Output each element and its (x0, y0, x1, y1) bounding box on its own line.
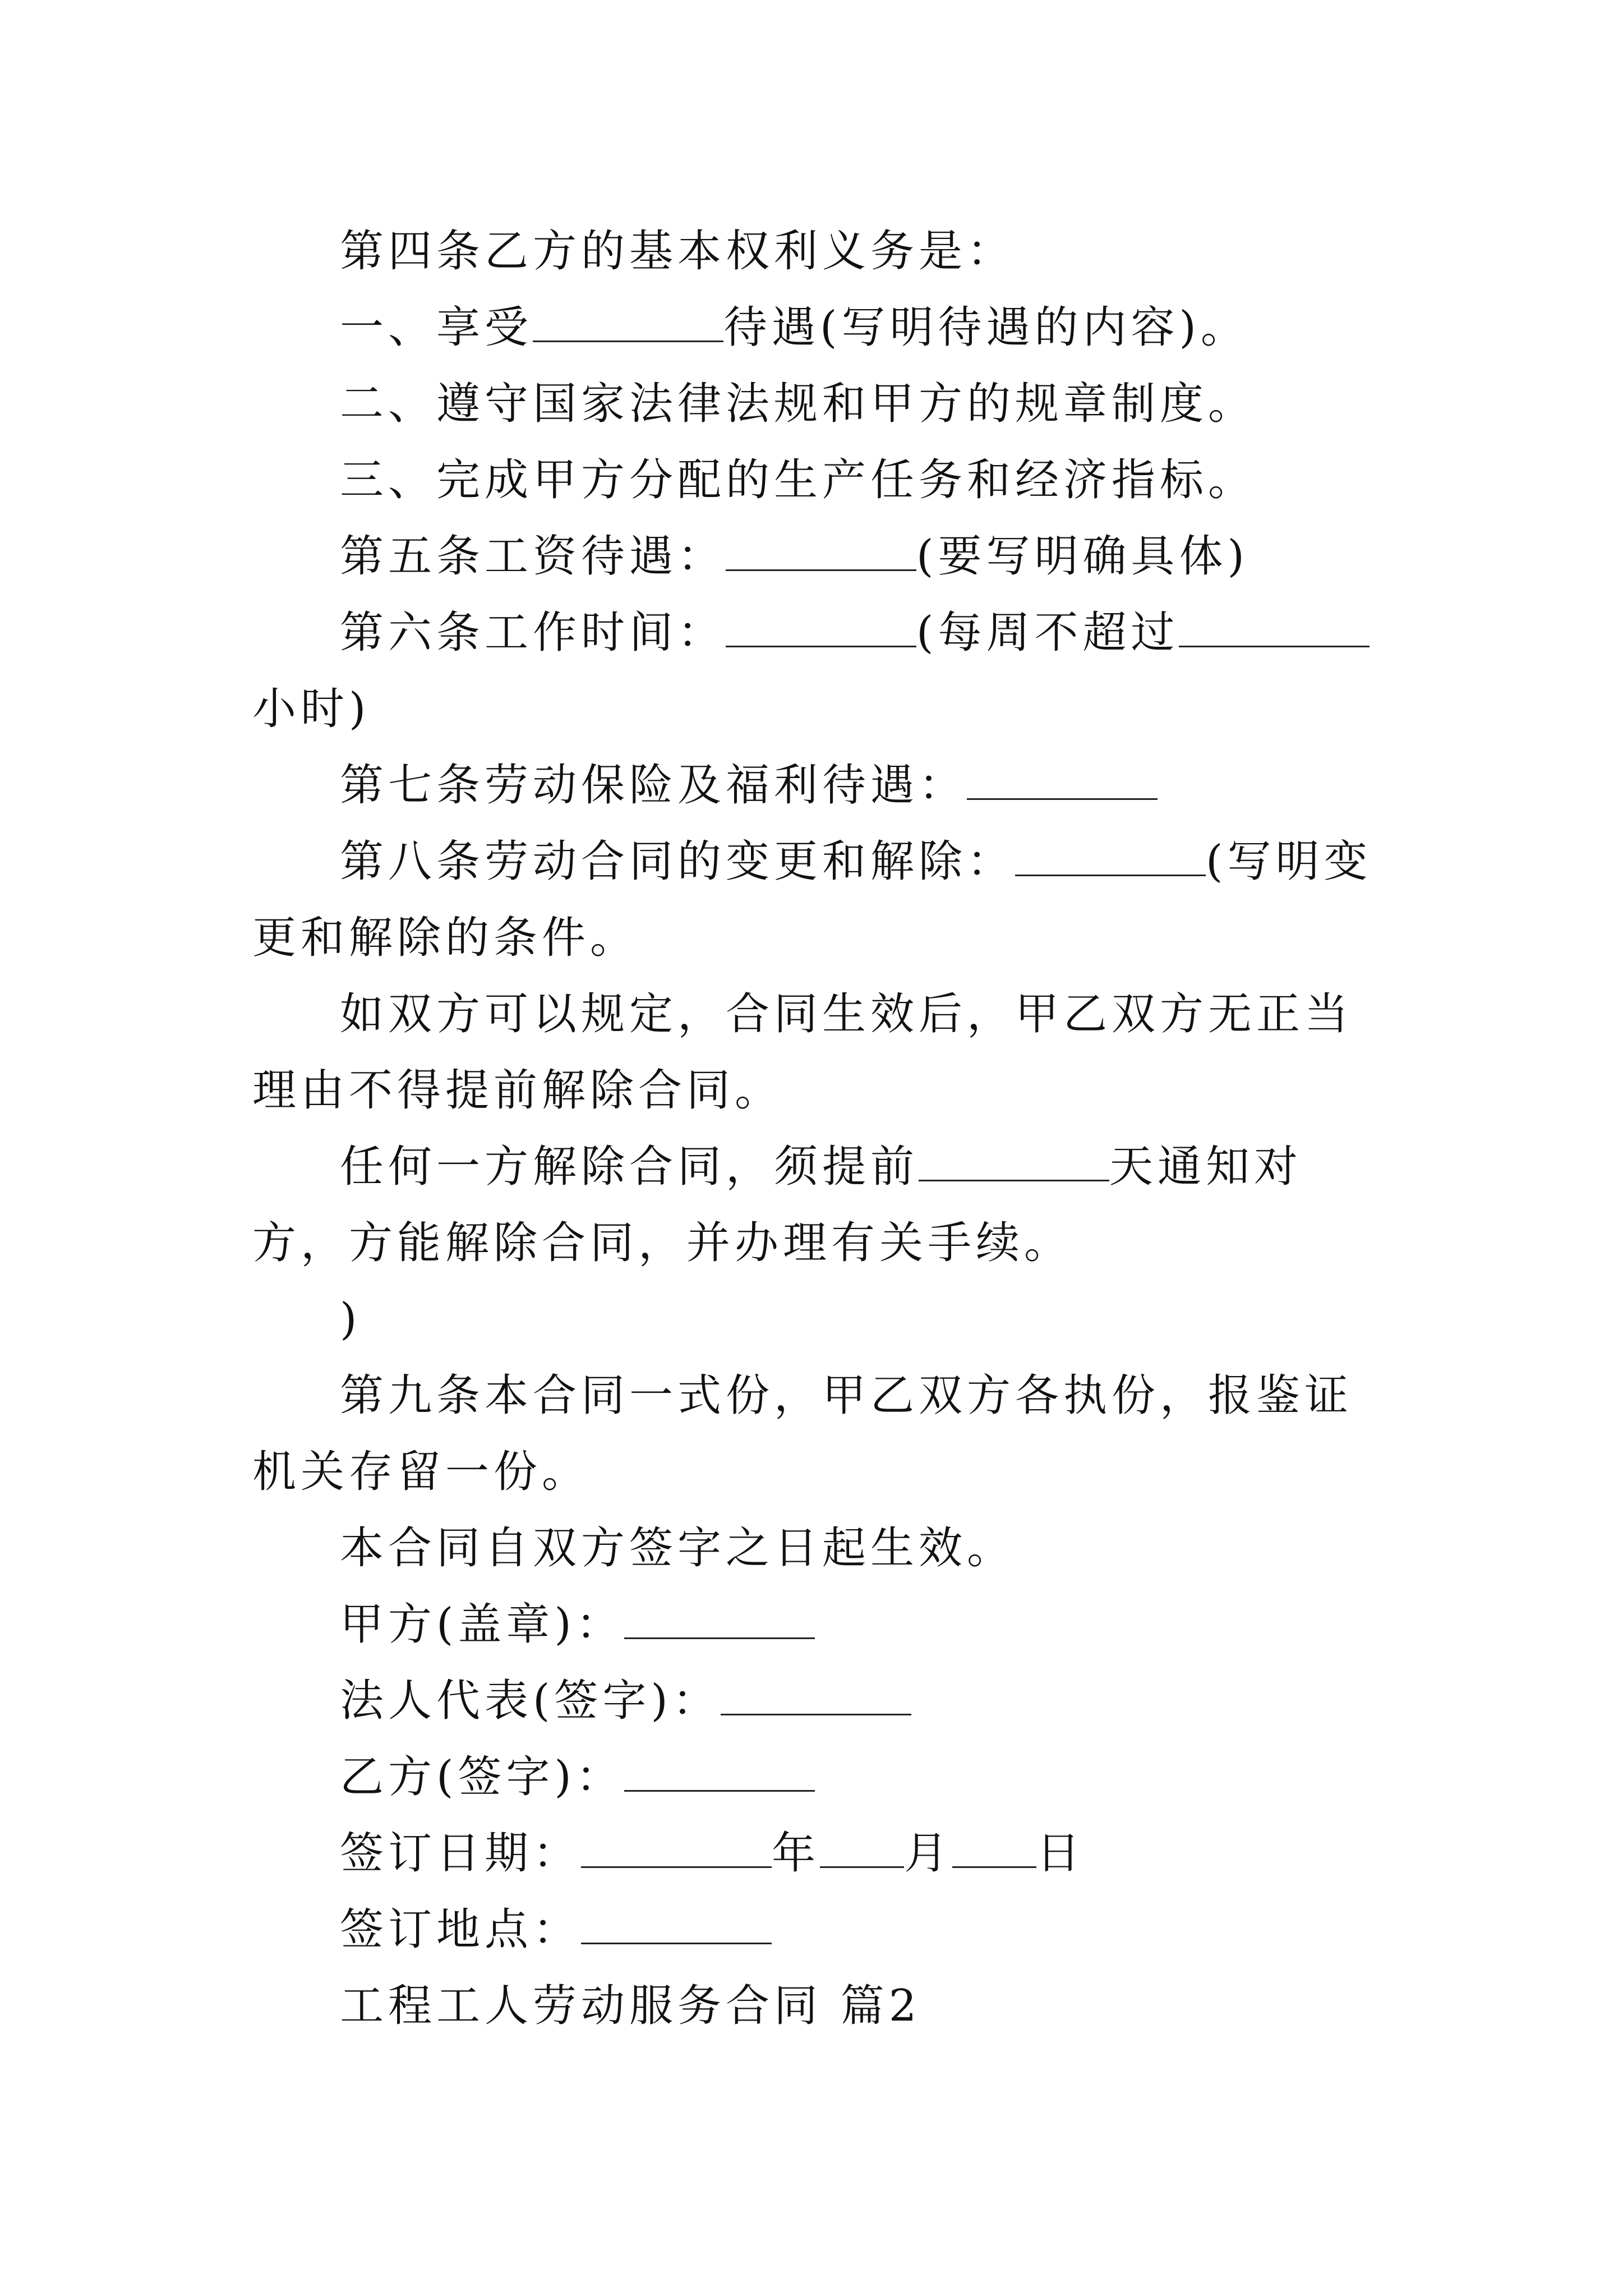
article-9-text: 第九条本合同一式份，甲乙双方各执份，报鉴证机关存留一份。 (252, 1370, 1353, 1497)
wage-blank (726, 530, 916, 571)
item-3-text: 三、完成甲方分配的生产任务和经济指标。 (340, 455, 1257, 505)
party-b-label: 乙方(签字)： (340, 1752, 624, 1802)
closing-paren-line (252, 1281, 1374, 1358)
month-blank (820, 1827, 904, 1868)
item-1-prefix: 一、享受 (340, 302, 533, 353)
article-6-unit: 小时) (252, 684, 371, 734)
article-4-item-3 (252, 442, 1374, 518)
article-8-para-2-prefix: 任何一方解除合同，须提前 (340, 1142, 919, 1192)
article-8-label: 第八条劳动合同的变更和解除： (340, 836, 1016, 887)
benefit-blank (533, 301, 723, 342)
party-b-signature-line (252, 1739, 1374, 1815)
insurance-blank (967, 759, 1158, 800)
year-blank (581, 1827, 772, 1868)
signing-place-blank (581, 1903, 772, 1944)
legal-rep-label: 法人代表(签字)： (340, 1676, 721, 1726)
day-unit: 日 (1036, 1828, 1085, 1879)
article-8 (252, 823, 1374, 976)
article-8-para-1 (252, 976, 1374, 1129)
article-8-para-2-suffix: 天通知对方，方能解除合同，并办理有关手续。 (252, 1142, 1303, 1268)
legal-rep-blank (721, 1674, 911, 1715)
party-a-blank (624, 1598, 815, 1639)
year-unit: 年 (772, 1828, 820, 1879)
item-1-suffix: 待遇(写明待遇的内容)。 (723, 302, 1249, 353)
article-9 (252, 1358, 1374, 1510)
contract-change-blank (1015, 835, 1206, 876)
article-5-label: 第五条工资待遇： (340, 531, 726, 582)
article-4-item-1 (252, 289, 1374, 366)
article-4-text: 第四条乙方的基本权利义务是： (340, 226, 1016, 277)
signing-date-label: 签订日期： (340, 1828, 582, 1879)
article-4-item-2 (252, 366, 1374, 442)
closing-paren: ) (340, 1294, 362, 1345)
signing-place-line (252, 1892, 1374, 1968)
effective-clause-text: 本合同自双方签字之日起生效。 (340, 1523, 1016, 1573)
article-7 (252, 747, 1374, 823)
notice-days-blank (919, 1140, 1109, 1181)
day-blank (952, 1827, 1036, 1868)
article-5-note: (要写明确具体) (916, 531, 1249, 582)
article-6-label: 第六条工作时间： (340, 608, 726, 658)
article-8-para-1-text: 如双方可以规定，合同生效后，甲乙双方无正当理由不得提前解除合同。 (252, 989, 1353, 1116)
next-section-title-text: 工程工人劳动服务合同 篇2 (340, 1981, 921, 2031)
month-unit: 月 (904, 1828, 953, 1879)
contract-document-page (252, 213, 1374, 2044)
party-b-blank (624, 1751, 815, 1792)
item-2-text: 二、遵守国家法律法规和甲方的规章制度。 (340, 379, 1257, 429)
party-a-signature-line (252, 1586, 1374, 1663)
article-4-heading (252, 213, 1374, 289)
work-time-blank (726, 606, 916, 647)
effective-clause (252, 1510, 1374, 1586)
article-8-para-2 (252, 1129, 1374, 1281)
article-8-note: (写明变更和解除的条件。 (252, 836, 1372, 963)
signing-date-line (252, 1815, 1374, 1892)
article-6 (252, 595, 1374, 747)
article-5 (252, 518, 1374, 595)
article-6-note: (每周不超过 (916, 608, 1179, 658)
article-7-label: 第七条劳动保险及福利待遇： (340, 760, 967, 811)
next-section-title (252, 1968, 1374, 2044)
signing-place-label: 签订地点： (340, 1904, 582, 1955)
party-a-label: 甲方(盖章)： (340, 1599, 624, 1650)
legal-rep-signature-line (252, 1663, 1374, 1739)
weekly-hours-blank (1179, 606, 1370, 647)
